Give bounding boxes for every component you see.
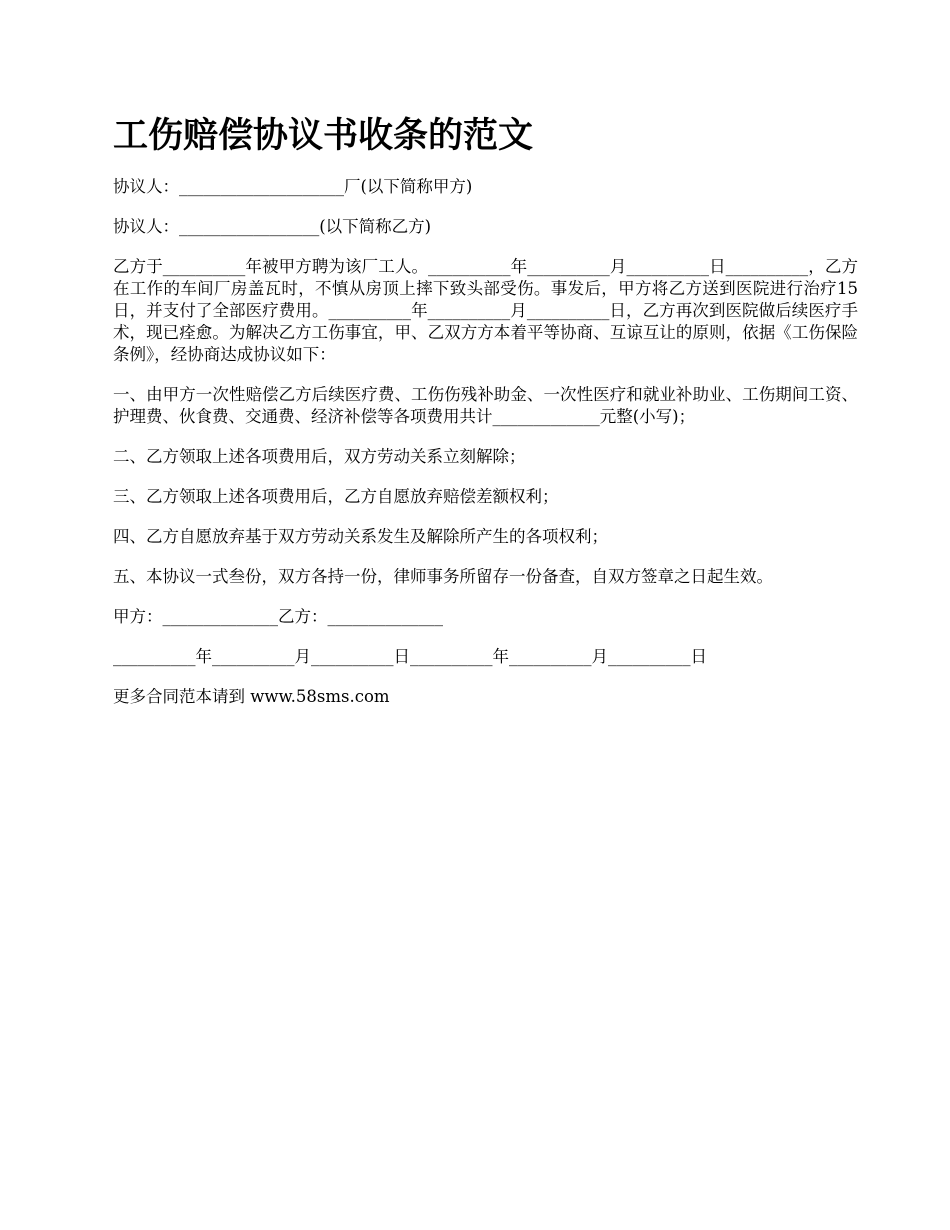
document-page <box>113 112 858 726</box>
party-a-line: 协议人：____________________厂(以下简称甲方) <box>113 177 473 196</box>
party-b-line: 协议人：_________________(以下简称乙方) <box>113 217 432 236</box>
signature-line: 甲方：______________乙方：______________ <box>113 607 443 626</box>
clause-1: 一、由甲方一次性赔偿乙方后续医疗费、工伤伤残补助金、一次性医疗和就业补助业、工伤期间工资、护理费、伙食费、交通费、经济补偿等各项费用共计_____________元整(小写)； <box>113 385 858 426</box>
clause-3: 三、乙方领取上述各项费用后，乙方自愿放弃赔偿差额权利； <box>113 487 559 506</box>
background-paragraph: 乙方于__________年被甲方聘为该厂工人。__________年__________月__________日__________，乙方在工作的车间厂房盖瓦时，不慎从房顶上摔下致头部受伤。事发后，甲方将乙方送到医院进行治疗15日，并支付了全部医疗费用。__________年__________月__________日，乙方再次到医院做后续医疗手术，现已痊愈。为解决乙方工伤事宜，甲、乙双方方本着平等协商、互谅互让的原则，依据《工伤保险条例》，经协商达成协议如下： <box>113 257 858 364</box>
clause-4: 四、乙方自愿放弃基于双方劳动关系发生及解除所产生的各项权利； <box>113 527 608 546</box>
footer-link-text: 更多合同范本请到 www.58sms.com <box>113 687 390 706</box>
clause-5: 五、本协议一式叁份，双方各持一份，律师事务所留存一份备查，自双方签章之日起生效。 <box>113 567 773 586</box>
document-title: 工伤赔偿协议书收条的范文 <box>113 115 534 156</box>
date-line: __________年__________月__________日__________年__________月__________日 <box>113 647 707 666</box>
clause-2: 二、乙方领取上述各项费用后，双方劳动关系立刻解除； <box>113 447 526 466</box>
